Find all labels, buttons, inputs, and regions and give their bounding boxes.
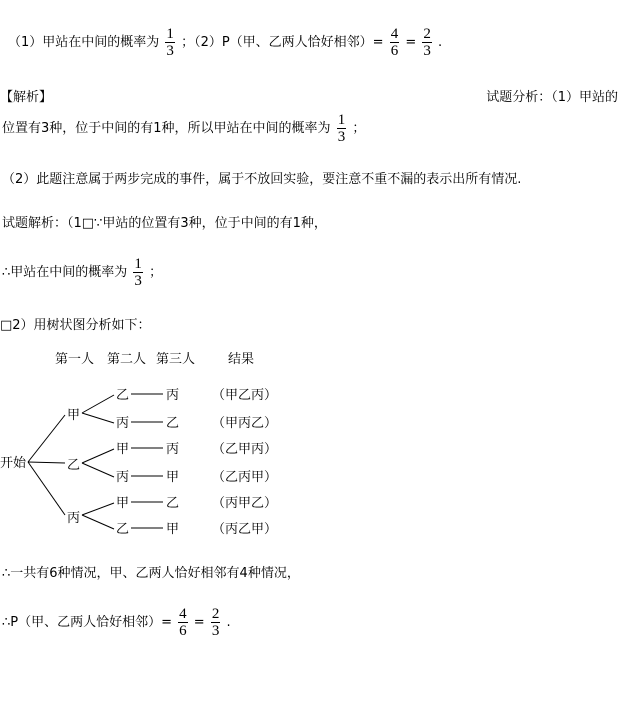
result-3: （乙甲丙） — [212, 442, 278, 457]
conclusion-line2 — [2, 606, 231, 639]
answer-fraction-1: $\frac{1}{3}$ — [166, 26, 174, 59]
result-1: （甲乙丙） — [212, 388, 278, 403]
result-2: （甲丙乙） — [212, 416, 278, 431]
tree-diagram — [0, 345, 300, 545]
analysis-right-label: 试题分析：（1）甲站的 — [486, 90, 618, 105]
tree-root: 开始 — [0, 456, 27, 471]
third-node-6: 甲 — [166, 522, 180, 537]
conclusion-fraction-1: $\frac{4}{6}$ — [179, 606, 187, 639]
solution-line2-suffix: ； — [149, 265, 163, 280]
analysis-line2-text: 位置有3种，位于中间的有1种，所以甲站在中间的概率为 — [2, 121, 331, 136]
equals-sign: = — [405, 35, 417, 50]
solution-line2 — [2, 256, 162, 289]
result-4: （乙丙甲） — [212, 470, 278, 485]
answer-fraction-2: $\frac{4}{6}$ — [390, 26, 399, 59]
period: . — [438, 35, 443, 50]
conclusion-fraction-2: $\frac{2}{3}$ — [211, 606, 220, 639]
second-node-6: 乙 — [116, 522, 130, 537]
answer-fraction-3: $\frac{2}{3}$ — [423, 26, 431, 59]
analysis-line2-suffix: ； — [352, 121, 366, 136]
second-node-2: 丙 — [116, 416, 130, 431]
third-node-4: 甲 — [166, 470, 180, 485]
second-node-3: 甲 — [116, 442, 130, 457]
second-node-1: 乙 — [116, 388, 130, 403]
third-node-3: 丙 — [166, 442, 180, 457]
answer-line — [8, 26, 442, 59]
answer-part2-text: ；（2）P（甲、乙两人恰好相邻）= — [181, 35, 384, 50]
answer-part1-text: （1）甲站在中间的概率为 — [8, 35, 160, 50]
solution-line3: □2）用树状图分析如下： — [0, 318, 151, 333]
analysis-tag: 【解析】 — [0, 90, 53, 105]
third-node-5: 乙 — [166, 496, 180, 511]
analysis-fraction: $\frac{1}{3}$ — [337, 112, 346, 145]
first-node-3: 丙 — [67, 511, 81, 526]
header-third: 第三人 — [156, 352, 196, 367]
second-node-5: 甲 — [116, 496, 130, 511]
solution-line1: 试题解析：（1□∵甲站的位置有3种，位于中间的有1种， — [2, 216, 327, 231]
solution-fraction: $\frac{1}{3}$ — [134, 256, 142, 289]
analysis-line2 — [2, 112, 365, 145]
result-5: （丙甲乙） — [212, 496, 278, 511]
conclusion-equals: = — [193, 615, 205, 630]
result-6: （丙乙甲） — [212, 522, 278, 537]
conclusion-line2-text: ∴P（甲、乙两人恰好相邻）= — [2, 615, 173, 630]
second-node-4: 丙 — [116, 470, 130, 485]
third-node-1: 丙 — [166, 388, 180, 403]
conclusion-line1: ∴一共有6种情况，甲、乙两人恰好相邻有4种情况， — [2, 566, 300, 581]
third-node-2: 乙 — [166, 416, 180, 431]
first-node-1: 甲 — [67, 408, 81, 423]
header-second: 第二人 — [107, 352, 147, 367]
conclusion-period: . — [226, 615, 231, 630]
header-result: 结果 — [228, 352, 255, 367]
first-node-2: 乙 — [67, 458, 81, 473]
header-first: 第一人 — [55, 352, 95, 367]
analysis-line3: （2）此题注意属于两步完成的事件，属于不放回实验，要注意不重不漏的表示出所有情况. — [2, 172, 522, 187]
solution-line2-text: ∴甲站在中间的概率为 — [2, 265, 128, 280]
